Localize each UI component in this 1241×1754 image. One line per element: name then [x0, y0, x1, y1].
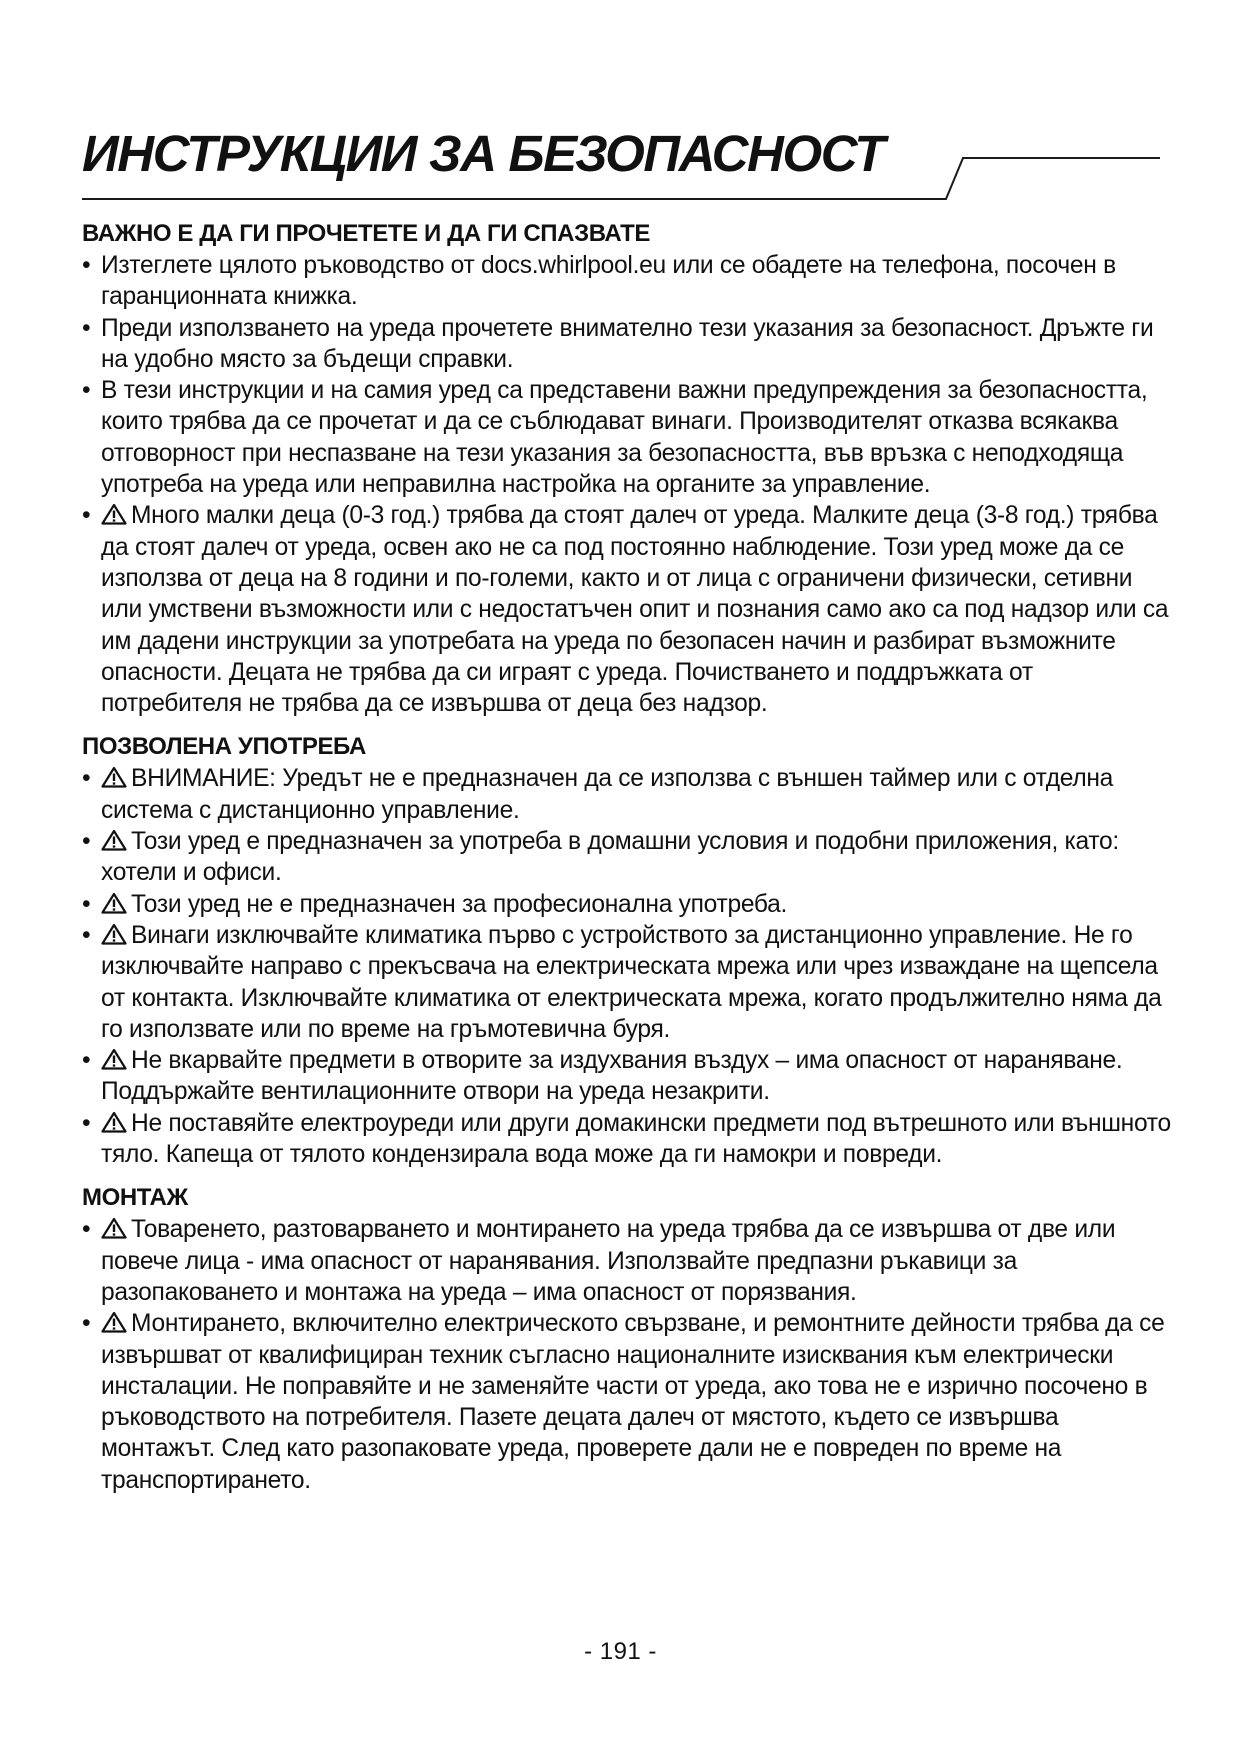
list-item [82, 1308, 1177, 1496]
bullet: • [82, 1047, 91, 1075]
warning-triangle-icon [101, 1217, 127, 1239]
item-text: Изтеглете цялото ръководство от docs.whirlpool.eu или се обадете на телефона, посочен в гаранционната книжка. [101, 252, 1116, 311]
title-underline-rule [0, 0, 1241, 220]
bullet: • [82, 502, 91, 530]
item-text: ВНИМАНИЕ: Уредът не е предназначен да се използва с външен таймер или с отделна система с дистанционно управление. [101, 765, 1114, 824]
section-heading: ВАЖНО Е ДА ГИ ПРОЧЕТЕТЕ И ДА ГИ СПАЗВАТЕ [82, 220, 651, 247]
item-text: Много малки деца (0-3 год.) трябва да стоят далеч от уреда. Малките деца (3-8 год.) трябва да стоят далеч от уреда, освен ако не са под постоянно наблюдение. Този уред може да се използва от деца на 8 години и по-големи, както и от лица с ограничени физически, сетивни или умствени възможности или с недостатъчен опит и познания само ако са под надзор или са им дадени инструкции за употребата на уреда по безопасен начин и разбират възможните опасности. Децата не трябва да си играят с уреда. Почистването и поддръжката от потребителя не трябва да се извършва от деца без надзор. [101, 502, 1169, 718]
bullet: • [82, 314, 91, 342]
bullet: • [82, 828, 91, 856]
bullet: • [82, 921, 91, 949]
list-item [82, 763, 1177, 826]
section-heading: МОНТАЖ [82, 1184, 188, 1212]
list-item [82, 313, 1177, 376]
item-text: Не вкарвайте предмети в отворите за издухвания въздух – има опасност от нараняване. Поддържайте вентилационните отвори на уреда незакрити. [101, 1047, 1123, 1106]
item-text: Не поставяйте електроуреди или други домакински предмети под вътрешното или външното тяло. Капеща от тялото кондензирала вода може да ги намокри и повреди. [101, 1109, 1171, 1169]
bullet: • [82, 252, 91, 279]
item-text: В тези инструкции и на самия уред са представени важни предупреждения за безопасността, които трябва да се прочетат и да се съблюдават винаги. Производителят отказва всякаква отговорност при неспазване на тези указания за безопасността, във връзка с неподходяща употреба на уреда или неправилна настройка на органите за управление. [101, 377, 1148, 499]
bullet: • [82, 1109, 91, 1137]
list-item [82, 250, 1177, 313]
section-heading: ПОЗВОЛЕНА УПОТРЕБА [82, 733, 366, 761]
list-item [82, 375, 1177, 500]
bullet: • [82, 890, 91, 918]
warning-triangle-icon [101, 829, 127, 851]
bullet: • [82, 765, 91, 793]
list-item [82, 1045, 1177, 1108]
section-important [82, 218, 1177, 719]
list-item [82, 1108, 1177, 1171]
list-item [82, 826, 1177, 889]
safety-instructions-body [82, 218, 1177, 1508]
bullet: • [82, 377, 91, 405]
list-item [82, 1214, 1177, 1308]
warning-triangle-icon [101, 1111, 127, 1133]
list-item [82, 920, 1177, 1045]
item-text: Преди използването на уреда прочетете внимателно тези указания за безопасност. Дръжте ги на удобно място за бъдещи справки. [101, 314, 1154, 373]
list-item [82, 500, 1177, 719]
warning-triangle-icon [101, 923, 127, 945]
page-title: ИНСТРУКЦИИ ЗА БЕЗОПАСНОСТ [82, 125, 884, 182]
warning-triangle-icon [101, 892, 127, 914]
list-item [82, 889, 1177, 920]
bullet: • [82, 1310, 91, 1338]
bullet: • [82, 1216, 91, 1244]
warning-triangle-icon [101, 766, 127, 788]
item-text: Товаренето, разтоварването и монтирането на уреда трябва да се извършва от две или повече лица - има опасност от наранявания. Използвайте предпазни ръкавици за разопаковането и монтажа на уреда – има опасност от порязвания. [101, 1216, 1116, 1306]
warning-triangle-icon [101, 503, 127, 525]
warning-triangle-icon [101, 1311, 127, 1333]
item-text: Винаги изключвайте климатика първо с устройството за дистанционно управление. Не го изключвайте направо с прекъсвача на електрическата мрежа или чрез изваждане на щепсела от контакта. Изключвайте климатика от електрическата мрежа, когато продължително няма да го използвате или по време на гръмотевична буря. [101, 921, 1162, 1043]
warning-triangle-icon [101, 1048, 127, 1070]
item-text: Този уред е предназначен за употреба в домашни условия и подобни приложения, като: хотели и офиси. [101, 828, 1119, 887]
section-permitted-use [82, 731, 1177, 1170]
item-text: Монтирането, включително електрическото свързване, и ремонтните дейности трябва да се извършват от квалифициран техник съгласно националните изисквания към електрически инсталации. Не поправяйте и не заменяйте части от уреда, ако това не е изрично посочено в ръководството на потребителя. Пазете децата далеч от мястото, където се извършва монтажът. След като разопаковате уреда, проверете дали не е повреден по време на транспортирането. [101, 1310, 1165, 1494]
page-number: - 191 - [584, 1638, 657, 1665]
item-text: Този уред не е предназначен за професионална употреба. [131, 890, 788, 918]
section-installation [82, 1182, 1177, 1496]
